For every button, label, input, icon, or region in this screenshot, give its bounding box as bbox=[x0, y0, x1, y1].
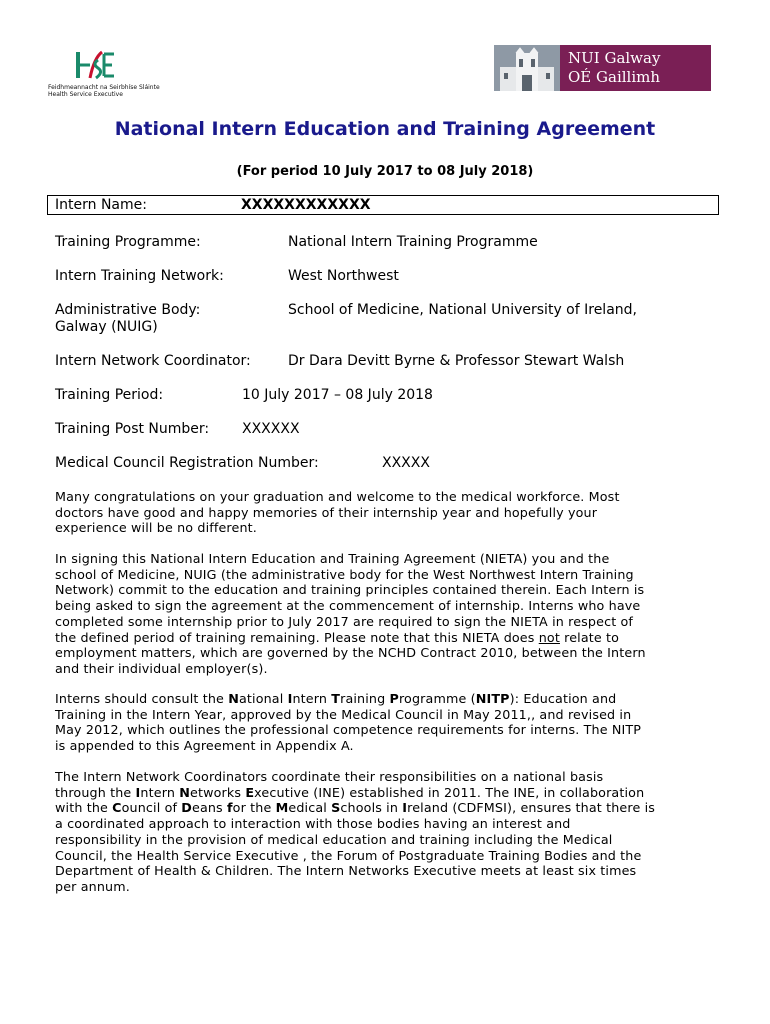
admin-body-continuation: Galway (NUIG) bbox=[55, 319, 158, 335]
coordinator-value: Dr Dara Devitt Byrne & Professor Stewart Walsh bbox=[288, 353, 625, 369]
registration-label: Medical Council Registration Number: bbox=[55, 455, 319, 471]
text-line bbox=[55, 785, 725, 801]
text-span: Interns should consult the bbox=[55, 691, 229, 706]
text-line: experience will be no different. bbox=[55, 520, 257, 536]
quadrangle-building-icon bbox=[494, 45, 560, 91]
text-span: through the bbox=[55, 784, 136, 800]
text-span: edical bbox=[288, 800, 332, 816]
text-span: ntern bbox=[140, 784, 180, 800]
text-line: employment matters, which are governed by the NCHD Contract 2010, between the Intern bbox=[55, 645, 646, 661]
text-line bbox=[55, 800, 725, 816]
admin-body-value: School of Medicine, National University of Ireland, bbox=[288, 302, 637, 318]
text-line: school of Medicine, NUIG (the administrative body for the West Northwest Intern Training bbox=[55, 566, 634, 582]
text-span: with the bbox=[55, 800, 113, 816]
text-bold: P bbox=[389, 691, 399, 706]
network-label: Intern Training Network: bbox=[55, 268, 224, 284]
text-line: responsibility in the provision of medical education and training including the Medical bbox=[55, 831, 613, 847]
paragraph-coordinators bbox=[55, 769, 725, 895]
text-span: chools in bbox=[340, 800, 403, 816]
training-programme-label: Training Programme: bbox=[55, 234, 201, 250]
intern-name-box bbox=[47, 195, 719, 215]
nui-galway-irish: OÉ Gaillimh bbox=[568, 68, 661, 86]
text-bold: NITP bbox=[475, 691, 510, 706]
emphasis-not: not bbox=[538, 629, 560, 645]
text-bold: S bbox=[331, 800, 341, 816]
network-value: West Northwest bbox=[288, 268, 399, 284]
text-line: and their individual employer(s). bbox=[55, 660, 268, 676]
text-span: relate to bbox=[559, 629, 620, 645]
text-bold: N bbox=[228, 691, 239, 706]
post-number-value: XXXXXX bbox=[242, 421, 300, 437]
coordinator-label: Intern Network Coordinator: bbox=[55, 353, 251, 369]
text-span: etworks bbox=[190, 784, 246, 800]
text-span: eans bbox=[191, 800, 227, 816]
text-span: ational bbox=[238, 691, 288, 706]
text-span: xecutive (INE) established in 2011. The INE, in collaboration bbox=[254, 784, 645, 800]
text-span: raining bbox=[340, 691, 390, 706]
training-period-label: Training Period: bbox=[55, 387, 164, 403]
post-number-label: Training Post Number: bbox=[55, 421, 210, 437]
document-title: National Intern Education and Training Agreement bbox=[114, 118, 656, 140]
text-span: reland (CDFMSI), ensures that there is bbox=[407, 800, 656, 816]
hse-logo-mark bbox=[72, 48, 116, 82]
registration-value: XXXXX bbox=[382, 455, 430, 471]
nui-galway-english: NUI Galway bbox=[568, 49, 661, 67]
text-span: or the bbox=[232, 800, 276, 816]
text-span: ouncil of bbox=[121, 800, 182, 816]
text-span: ): Education and bbox=[509, 691, 617, 706]
text-line: In signing this National Intern Education and Training Agreement (NIETA) you and the bbox=[55, 551, 610, 566]
text-bold: C bbox=[112, 800, 122, 816]
text-bold: E bbox=[245, 784, 255, 800]
text-span: rogramme ( bbox=[398, 691, 476, 706]
text-line: per annum. bbox=[55, 878, 130, 894]
paragraph-welcome bbox=[55, 489, 725, 536]
text-span: the defined period of training remaining. Please note that this NIETA does bbox=[55, 629, 539, 645]
text-line: Training in the Intern Year, approved by the Medical Council in May 2011,, and revised in bbox=[55, 706, 632, 722]
training-period-value: 10 July 2017 – 08 July 2018 bbox=[242, 387, 433, 403]
intern-name-label: Intern Name: bbox=[55, 197, 147, 213]
text-bold: N bbox=[179, 784, 190, 800]
text-bold: T bbox=[331, 691, 341, 706]
text-bold: M bbox=[275, 800, 289, 816]
hse-logo bbox=[48, 48, 160, 98]
text-line: Network) commit to the education and training principles contained therein. Each Intern is bbox=[55, 582, 645, 598]
admin-body-label: Administrative Body: bbox=[55, 302, 201, 318]
text-bold: I bbox=[135, 784, 141, 800]
text-bold: I bbox=[287, 691, 293, 706]
text-line: Department of Health & Children. The Intern Networks Executive meets at least six times bbox=[55, 863, 637, 879]
text-line bbox=[55, 630, 725, 646]
paragraph-nitp bbox=[55, 691, 725, 754]
text-line bbox=[55, 691, 725, 707]
paragraph-signing bbox=[55, 551, 725, 677]
text-line: a coordinated approach to interaction with those bodies having an interest and bbox=[55, 816, 571, 832]
text-line: Council, the Health Service Executive , the Forum of Postgraduate Training Bodies and the bbox=[55, 847, 642, 863]
text-span: ntern bbox=[292, 691, 332, 706]
text-line: doctors have good and happy memories of their internship year and hopefully your bbox=[55, 504, 598, 520]
text-bold: I bbox=[402, 800, 408, 816]
nui-galway-logo bbox=[494, 45, 711, 91]
text-line: is appended to this Agreement in Appendix A. bbox=[55, 738, 354, 754]
nui-galway-wordmark bbox=[560, 45, 711, 91]
hse-logo-irish-text: Feidhmeannacht na Seirbhíse Sláinte bbox=[48, 84, 160, 91]
text-line: May 2012, which outlines the professional competence requirements for interns. The NITP bbox=[55, 722, 642, 738]
agreement-period: (For period 10 July 2017 to 08 July 2018) bbox=[236, 164, 534, 179]
text-line: Many congratulations on your graduation and welcome to the medical workforce. Most bbox=[55, 489, 620, 504]
text-line: being asked to sign the agreement at the commencement of internship. Interns who have bbox=[55, 598, 641, 614]
text-bold: f bbox=[227, 800, 233, 816]
training-programme-value: National Intern Training Programme bbox=[288, 234, 538, 250]
text-bold: D bbox=[181, 800, 192, 816]
text-line: completed some internship prior to July 2017 are required to sign the NIETA in respect of bbox=[55, 613, 634, 629]
hse-logo-english-text: Health Service Executive bbox=[48, 91, 123, 98]
text-line: The Intern Network Coordinators coordinate their responsibilities on a national basis bbox=[55, 769, 604, 784]
intern-name-value: XXXXXXXXXXXX bbox=[241, 197, 371, 213]
